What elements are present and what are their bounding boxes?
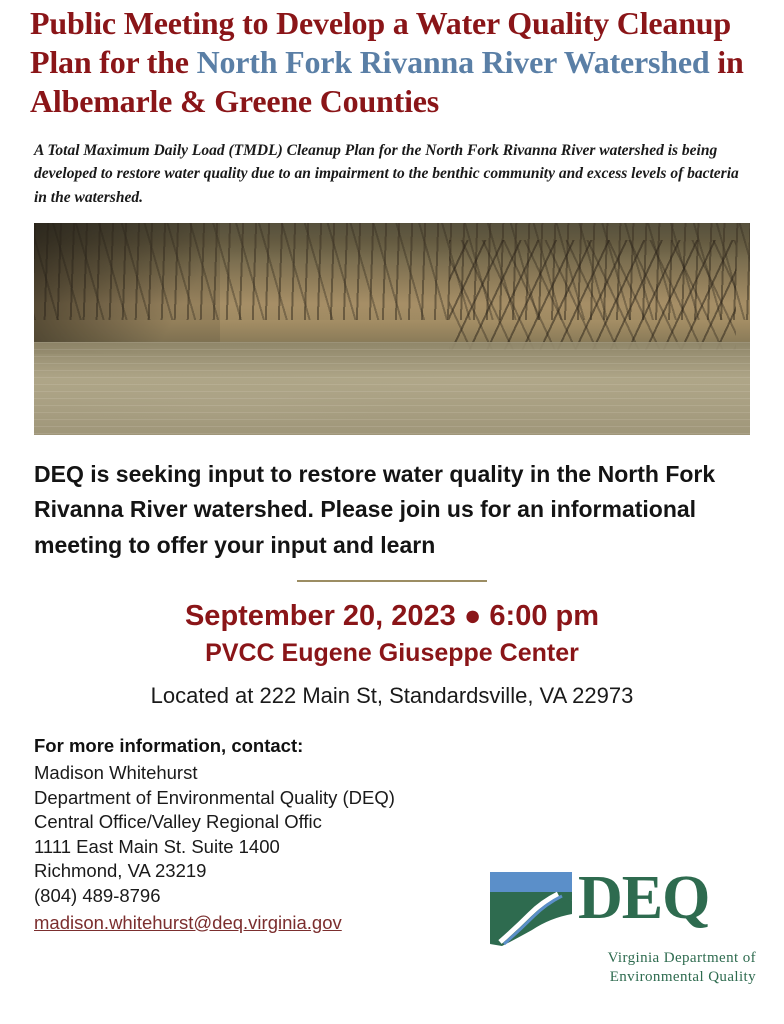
contact-department: Department of Environmental Quality (DEQ)	[34, 786, 395, 808]
contact-email-link[interactable]: madison.whitehurst@deq.virginia.gov	[34, 911, 342, 933]
event-address: Located at 222 Main St, Standardsville, VA 22973	[150, 683, 634, 709]
title-accent: North Fork Rivanna River Watershed	[196, 44, 710, 81]
deq-subtitle-line2: Environmental Quality	[609, 968, 756, 985]
title-part-2: in Albemarle & Greene Counties	[30, 44, 744, 120]
section-divider	[297, 580, 487, 582]
river-landscape-icon	[488, 870, 574, 948]
river-photo-image	[34, 223, 750, 435]
deq-logo	[488, 864, 756, 988]
deq-logo-top	[488, 864, 756, 948]
contact-name: Madison Whitehurst	[34, 762, 198, 784]
deq-wordmark: DEQ	[578, 864, 710, 932]
photo-roots-layer	[449, 240, 735, 350]
body-statement: DEQ is seeking input to restore water quality in the North Fork Rivanna River watershed. Please join us for an informational meeting to offer your input and learn	[34, 460, 716, 559]
event-details	[30, 598, 754, 709]
event-date: September 20, 2023 ● 6:00 pm	[184, 599, 600, 632]
photo-water-layer	[34, 342, 750, 435]
contact-heading: For more information, contact:	[34, 735, 304, 757]
deq-subtitle-line1: Virginia Department of	[607, 950, 756, 966]
title-part-1: Public Meeting to Develop a Water Quality Cleanup Plan for the	[30, 5, 731, 81]
contact-phone: (804) 489-8796	[34, 884, 161, 906]
photo-bank-layer	[34, 223, 220, 354]
contact-street: 1111 East Main St. Suite 1400	[34, 835, 280, 857]
subtitle-paragraph: A Total Maximum Daily Load (TMDL) Cleanup Plan for the North Fork Rivanna River watershed is being developed to restore water quality due to an impairment to the benthic community and excess levels of bacteria in the watershed.	[34, 142, 739, 206]
event-venue: PVCC Eugene Giuseppe Center	[205, 639, 579, 668]
contact-office: Central Office/Valley Regional Offic	[34, 811, 322, 833]
page-title	[30, 0, 754, 121]
river-photo	[34, 223, 750, 435]
contact-city: Richmond, VA 23219	[34, 860, 207, 882]
